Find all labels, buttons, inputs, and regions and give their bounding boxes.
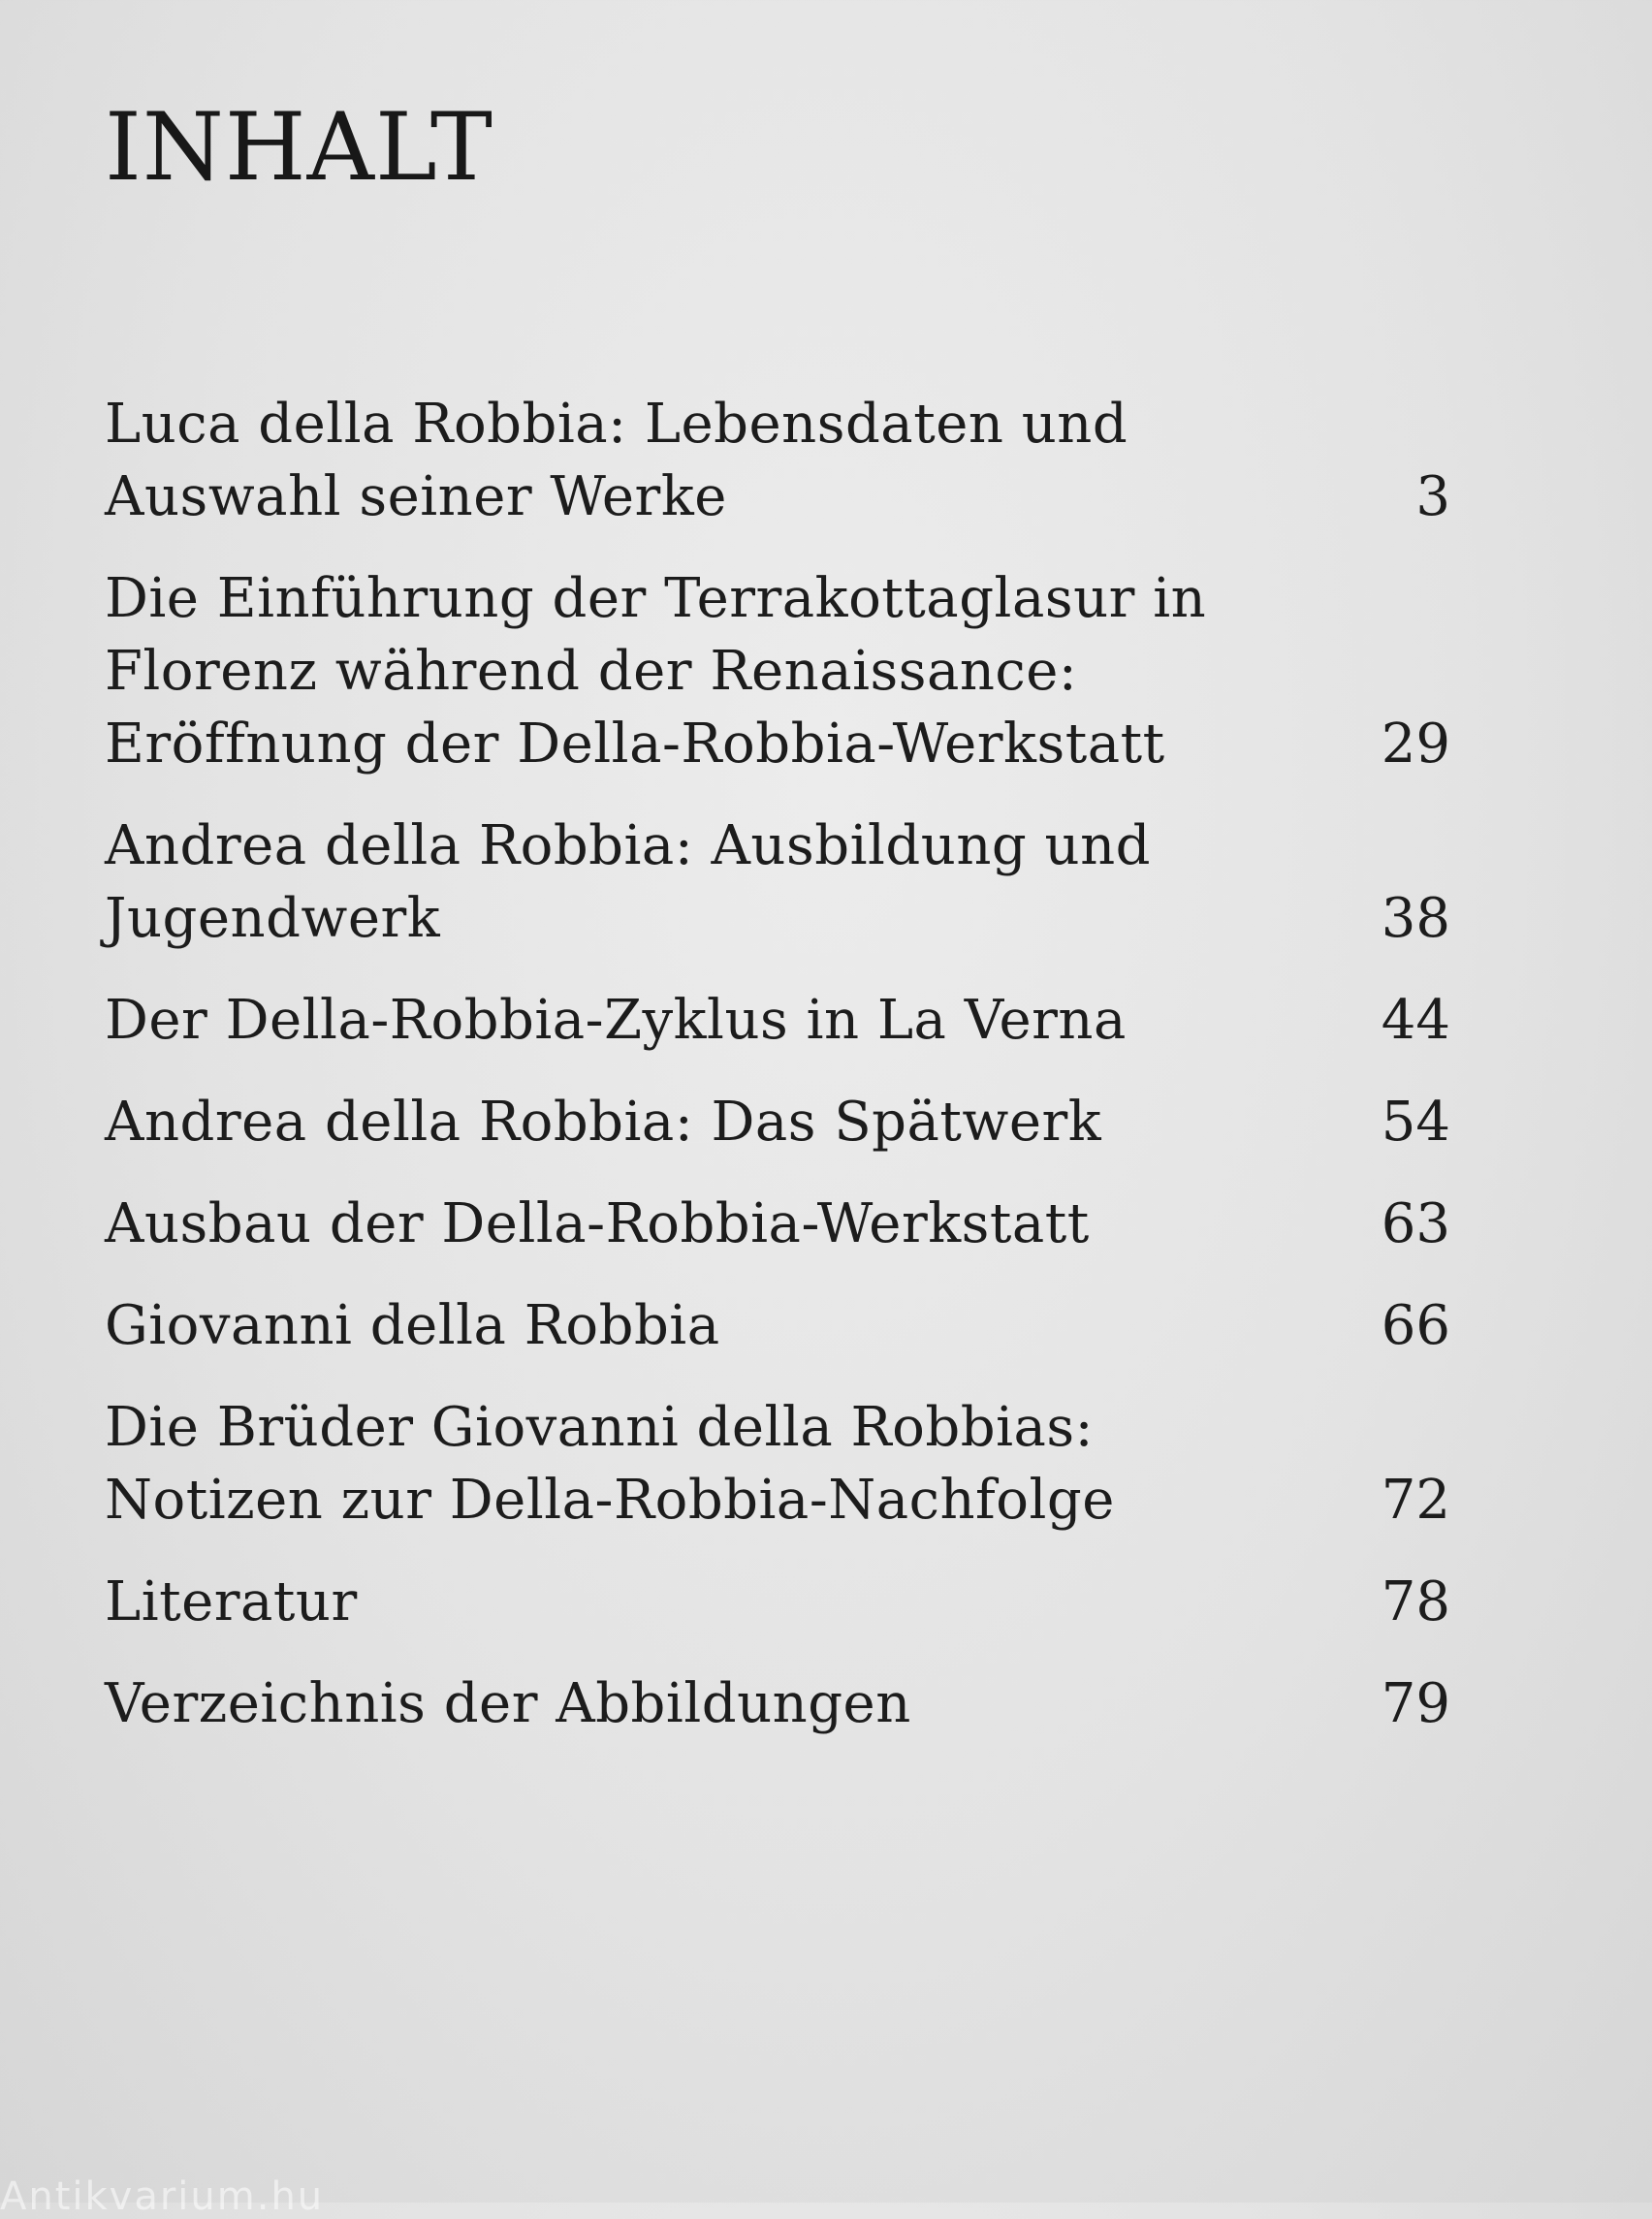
toc-entry-page-number: 29	[1381, 713, 1450, 776]
toc-entry-title-line: Notizen zur Della-Robbia-Nachfolge	[105, 1469, 1115, 1532]
toc-entry-page-number: 66	[1381, 1294, 1450, 1357]
toc-entry	[105, 809, 1454, 955]
toc-entry	[105, 1086, 1454, 1158]
toc-entry-page-number: 72	[1381, 1469, 1450, 1532]
toc-entry-title-line: Die Brüder Giovanni della Robbias:	[105, 1396, 1094, 1459]
toc-entry-page-number: 38	[1381, 887, 1450, 950]
toc-entry-page-number: 44	[1381, 989, 1450, 1052]
toc-entry-title	[105, 388, 1305, 533]
toc-entry-title-line: Andrea della Robbia: Das Spätwerk	[105, 1091, 1102, 1154]
toc-entry-page-number: 3	[1415, 465, 1450, 528]
toc-entry	[105, 388, 1454, 533]
toc-entry-title	[105, 984, 1305, 1057]
toc-entry-page-number: 79	[1381, 1672, 1450, 1735]
toc-entry-title-line: Der Della-Robbia-Zyklus in La Verna	[105, 989, 1127, 1052]
toc-entry-title-line: Luca della Robbia: Lebensdaten und	[105, 393, 1128, 456]
toc-entry	[105, 984, 1454, 1057]
toc-entry-title-line: Die Einführung der Terrakottaglasur in	[105, 567, 1207, 630]
toc-entry-page-number: 78	[1381, 1570, 1450, 1633]
toc-entry-title-line: Florenz während der Renaissance:	[105, 640, 1078, 703]
toc-entry-title	[105, 1391, 1305, 1537]
toc-entry	[105, 1289, 1454, 1362]
toc-entry-title-line: Eröffnung der Della-Robbia-Werkstatt	[105, 713, 1165, 776]
toc-entry	[105, 1566, 1454, 1638]
table-of-contents	[105, 388, 1454, 1769]
toc-entry-title	[105, 1188, 1305, 1260]
toc-entry-page-number: 54	[1381, 1091, 1450, 1154]
toc-entry-title-line: Jugendwerk	[105, 887, 441, 950]
toc-entry-title-line: Verzeichnis der Abbildungen	[105, 1672, 911, 1735]
toc-entry-page-number: 63	[1381, 1192, 1450, 1255]
toc-entry-title-line: Ausbau der Della-Robbia-Werkstatt	[105, 1192, 1090, 1255]
toc-entry	[105, 562, 1454, 780]
toc-entry-title-line: Literatur	[105, 1570, 358, 1633]
watermark: Antikvarium.hu	[0, 2174, 325, 2219]
toc-entry	[105, 1667, 1454, 1740]
toc-entry-title-line: Andrea della Robbia: Ausbildung und	[105, 814, 1152, 877]
toc-entry-title-line: Auswahl seiner Werke	[105, 465, 727, 528]
toc-entry-title	[105, 1566, 1305, 1638]
toc-entry-title-line: Giovanni della Robbia	[105, 1294, 720, 1357]
toc-entry-title	[105, 1289, 1305, 1362]
toc-entry-title	[105, 809, 1305, 955]
page-heading: INHALT	[105, 93, 493, 202]
toc-entry-title	[105, 1086, 1305, 1158]
toc-entry	[105, 1391, 1454, 1537]
toc-entry	[105, 1188, 1454, 1260]
toc-entry-title	[105, 562, 1305, 780]
toc-entry-title	[105, 1667, 1305, 1740]
